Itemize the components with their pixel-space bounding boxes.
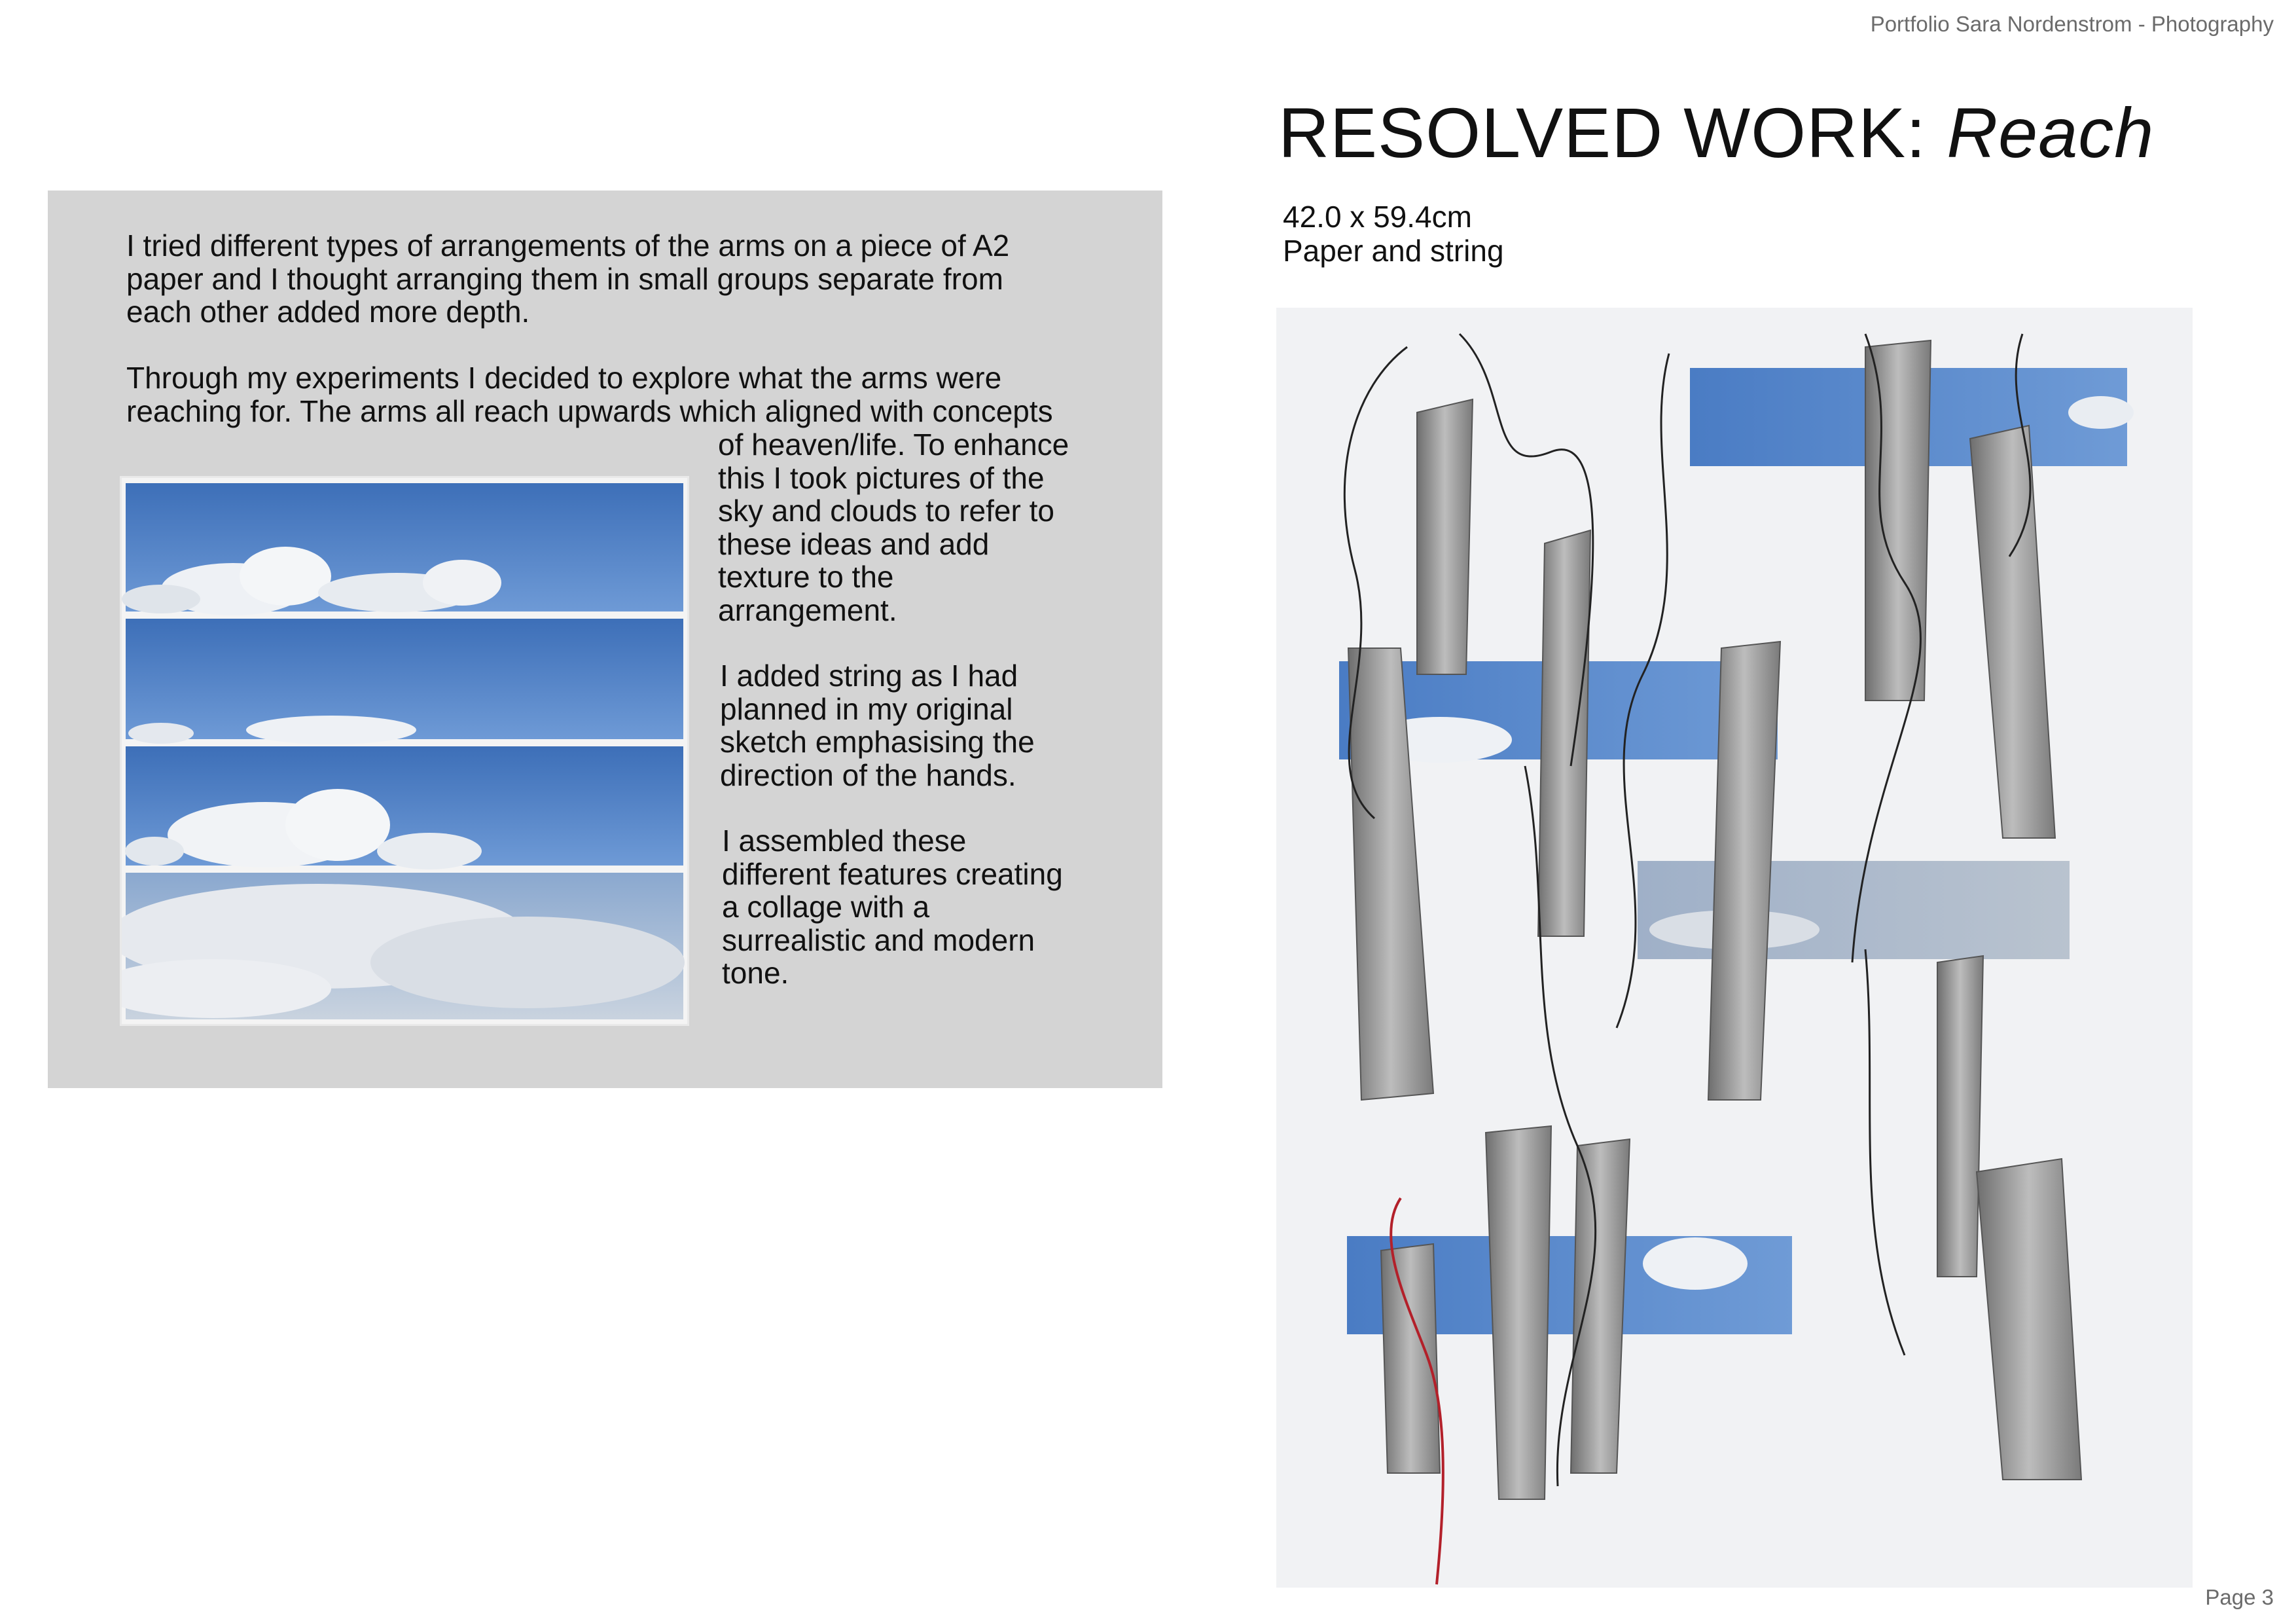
paragraph-experiments-wrap [718, 428, 1069, 627]
artwork-materials: Paper and string [1283, 234, 1504, 268]
text-line: reaching for. The arms all reach upwards which aligned with concepts [126, 393, 1053, 428]
text-line: I tried different types of arrangements of the arms on a piece of A2 [126, 228, 1010, 263]
text-line: planned in my original [720, 691, 1013, 726]
artwork-meta [1283, 200, 1504, 268]
page-number: Page 3 [2205, 1585, 2274, 1609]
sky-strip-4 [122, 873, 685, 1019]
text-line: surrealistic and modern [722, 922, 1035, 957]
sky-strips-image [122, 478, 687, 1024]
text-line: these ideas and add [718, 526, 990, 561]
text-line: sky and clouds to refer to [718, 494, 1054, 528]
text-line: texture to the [718, 560, 894, 594]
text-line: this I took pictures of the [718, 460, 1045, 495]
text-line: sketch emphasising the [720, 725, 1035, 759]
text-line: of heaven/life. To enhance [718, 428, 1069, 462]
title-prefix: RESOLVED WORK: [1278, 93, 1927, 172]
artwork-photo [1276, 308, 2193, 1588]
text-line: Through my experiments I decided to explore what the arms were [126, 361, 1002, 395]
text-line: each other added more depth. [126, 295, 530, 329]
sky-strips-photo [120, 476, 689, 1026]
text-line: I assembled these [722, 824, 967, 858]
text-line: arrangement. [718, 593, 897, 627]
paragraph-string [720, 659, 1035, 792]
text-line: paper and I thought arranging them in small groups separate from [126, 261, 1003, 296]
text-line: a collage with a [722, 890, 930, 924]
paragraph-arrangement [126, 229, 1009, 329]
text-line: different features creating [722, 856, 1063, 891]
portfolio-header-note: Portfolio Sara Nordenstrom - Photography [1870, 12, 2274, 36]
collage-image [1276, 308, 2193, 1588]
title-italic: Reach [1946, 93, 2155, 172]
paragraph-experiments [126, 361, 1053, 428]
text-line: I added string as I had [720, 659, 1018, 693]
paragraph-collage [722, 824, 1063, 990]
text-line: direction of the hands. [720, 757, 1016, 792]
text-line: tone. [722, 956, 789, 990]
page-title [1278, 92, 2154, 173]
sky-strip-3 [125, 746, 683, 869]
sky-strip-1 [122, 483, 683, 615]
artwork-dimensions: 42.0 x 59.4cm [1283, 200, 1472, 234]
sky-strip-2 [126, 619, 683, 744]
